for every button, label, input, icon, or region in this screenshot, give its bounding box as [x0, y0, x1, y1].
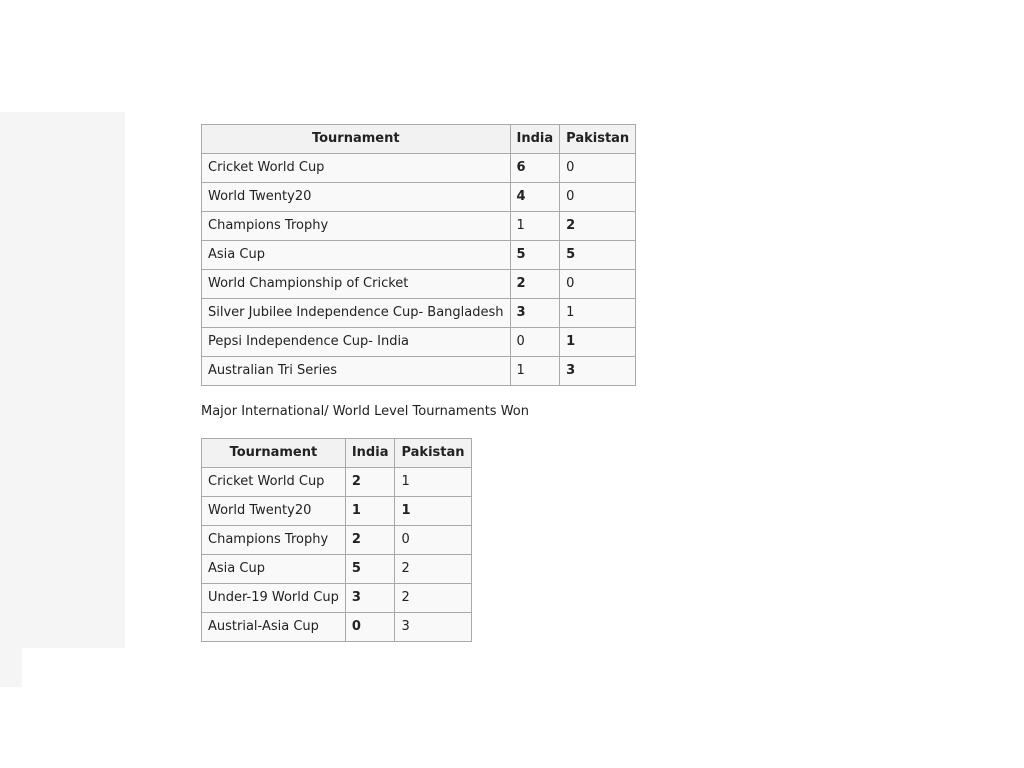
column-header-india: India [510, 125, 560, 154]
table-row [202, 555, 472, 584]
column-header-india: India [345, 439, 395, 468]
table-row [202, 357, 636, 386]
cell-pakistan: 2 [395, 555, 471, 584]
table-row [202, 299, 636, 328]
table-header-row [202, 439, 472, 468]
table-body [202, 468, 472, 642]
cell-pakistan: 3 [395, 613, 471, 642]
table-row [202, 270, 636, 299]
sidebar-panel [0, 112, 125, 648]
cell-india: 2 [345, 526, 395, 555]
cell-india: 3 [345, 584, 395, 613]
sidebar-panel-tail [0, 648, 22, 687]
table-body [202, 154, 636, 386]
cell-pakistan: 1 [395, 497, 471, 526]
table-row [202, 468, 472, 497]
cell-india: 3 [510, 299, 560, 328]
cell-india: 2 [510, 270, 560, 299]
table-row [202, 212, 636, 241]
cell-india: 1 [510, 212, 560, 241]
cell-tournament: World Twenty20 [202, 497, 346, 526]
column-header-pakistan: Pakistan [560, 125, 636, 154]
cell-india: 1 [510, 357, 560, 386]
cell-pakistan: 0 [395, 526, 471, 555]
cell-pakistan: 1 [560, 299, 636, 328]
cell-tournament: Champions Trophy [202, 526, 346, 555]
cell-pakistan: 0 [560, 154, 636, 183]
table-row [202, 526, 472, 555]
cell-tournament: Silver Jubilee Independence Cup- Bangladesh [202, 299, 511, 328]
cell-india: 5 [345, 555, 395, 584]
cell-tournament: Under-19 World Cup [202, 584, 346, 613]
table-row [202, 154, 636, 183]
cell-tournament: Champions Trophy [202, 212, 511, 241]
cell-pakistan: 5 [560, 241, 636, 270]
cell-pakistan: 0 [560, 183, 636, 212]
table-row [202, 183, 636, 212]
cell-tournament: Austrial-Asia Cup [202, 613, 346, 642]
cell-india: 1 [345, 497, 395, 526]
cell-tournament: Cricket World Cup [202, 468, 346, 497]
cell-india: 2 [345, 468, 395, 497]
table-row [202, 241, 636, 270]
cell-pakistan: 2 [560, 212, 636, 241]
cell-tournament: Asia Cup [202, 241, 511, 270]
main-content [201, 124, 636, 642]
cell-tournament: Asia Cup [202, 555, 346, 584]
cell-tournament: Pepsi Independence Cup- India [202, 328, 511, 357]
cell-pakistan: 0 [560, 270, 636, 299]
cell-tournament: World Twenty20 [202, 183, 511, 212]
table-row [202, 497, 472, 526]
column-header-tournament: Tournament [202, 125, 511, 154]
table-caption: Major International/ World Level Tournaments Won [201, 404, 529, 419]
cell-india: 4 [510, 183, 560, 212]
cell-pakistan: 1 [395, 468, 471, 497]
cell-india: 5 [510, 241, 560, 270]
cell-pakistan: 2 [395, 584, 471, 613]
table-header-row [202, 125, 636, 154]
table-row [202, 584, 472, 613]
cell-india: 0 [345, 613, 395, 642]
results-table-head-to-head [201, 124, 636, 386]
cell-tournament: World Championship of Cricket [202, 270, 511, 299]
cell-tournament: Cricket World Cup [202, 154, 511, 183]
table-row [202, 613, 472, 642]
column-header-pakistan: Pakistan [395, 439, 471, 468]
cell-tournament: Australian Tri Series [202, 357, 511, 386]
cell-pakistan: 1 [560, 328, 636, 357]
cell-india: 0 [510, 328, 560, 357]
table-row [202, 328, 636, 357]
results-table-tournaments-won [201, 438, 472, 642]
cell-india: 6 [510, 154, 560, 183]
column-header-tournament: Tournament [202, 439, 346, 468]
cell-pakistan: 3 [560, 357, 636, 386]
